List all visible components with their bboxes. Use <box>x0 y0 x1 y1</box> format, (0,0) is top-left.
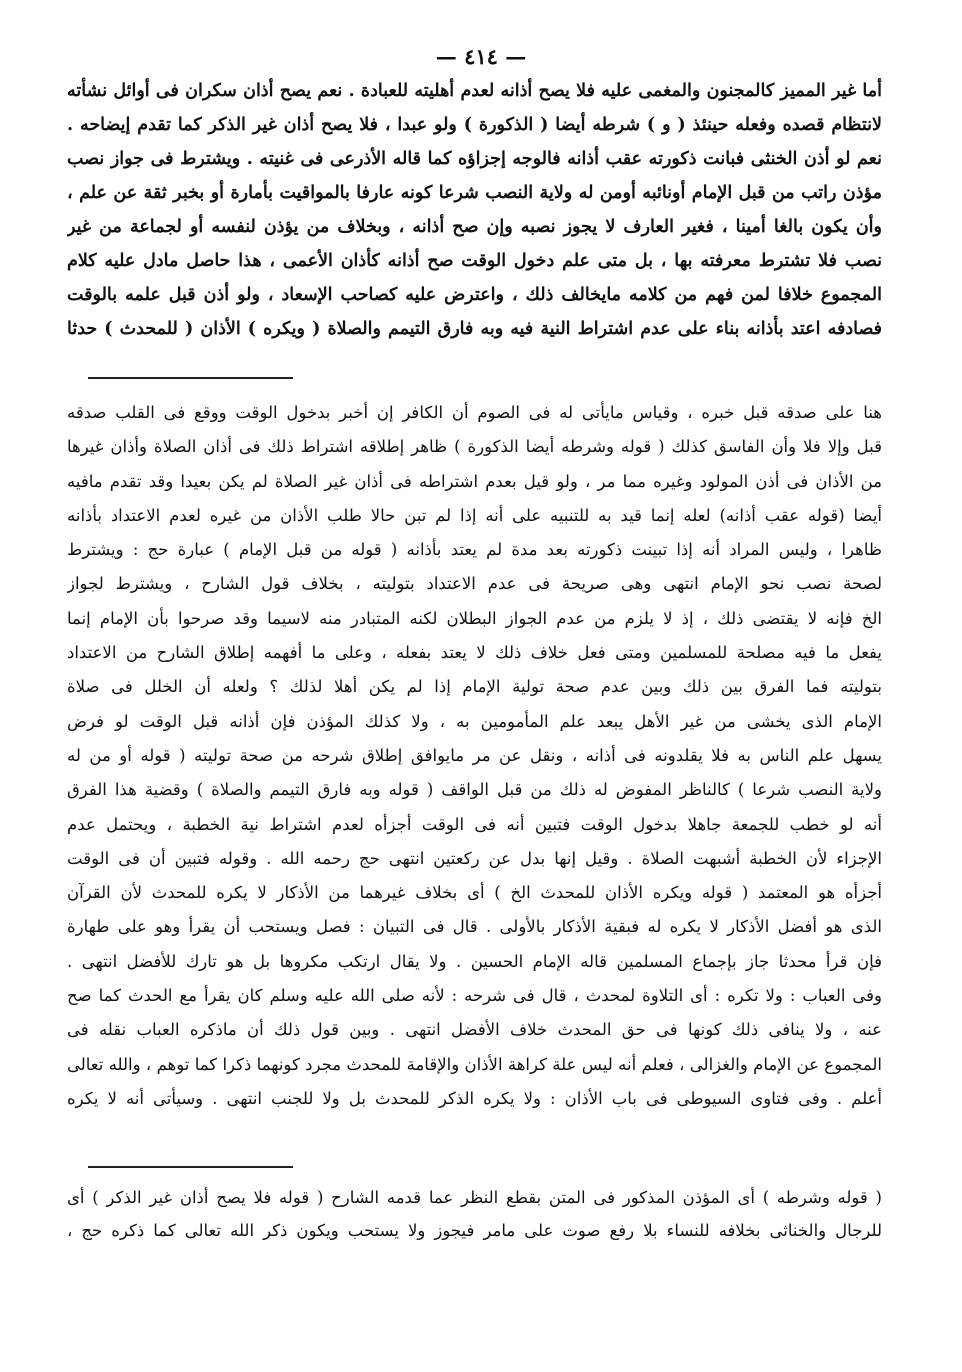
commentary-line: ولاية النصب شرعا ) كالناظر المفوض له ذلك من قبل الواقف ( قوله وبه فارق التيمم والصلاة ) وقضية هذا الفرق <box>67 780 882 800</box>
main-text-line: نصب فلا تشترط معرفته بها ، بل متى علم دخول الوقت صح أذانه كأذان الأعمى ، هذا حاصل مادل عليه كلام <box>67 251 882 271</box>
commentary-line: عنه ، ولا ينافى ذلك كونها فى حق المحدث خلاف الأفضل انتهى . وبين قول ذلك أن ماذكره العباب نقله فى <box>67 1020 882 1040</box>
commentary-line: أعلم . وفى فتاوى السيوطى فى باب الأذان : ولا يكره الذكر للمحدث بل ولا للجنب انتهى . وسيأتى أنه لا يكره <box>67 1088 882 1108</box>
commentary-line: هنا على صدقه قبل خبره ، وقياس مايأتى له فى الصوم أن الكافر إن أخبر بدخول الوقت ووقع فى القلب صدقه <box>67 403 882 422</box>
commentary-line: بتوليته فما الفرق بين ذلك وبين عدم صحة تولية الإمام إذا لم يكن أهلا لذلك ؟ ولعله أن الخلل فى صلاة <box>67 677 882 697</box>
footnote-text <box>67 1181 882 1247</box>
commentary-line: الخ فإنه لا يقتضى ذلك ، إذ لا يلزم من عدم الجواز البطلان لكنه المتبادر منه لاسيما وقد صرحوا بأن الإمام إنما <box>67 608 882 628</box>
main-text-line: المجموع خلافا لمن فهم من كلامه مايخالف ذلك ، واعترض عليه كصاحب الإسعاد ، ولو أذن قبل علمه بالوقت <box>67 285 882 305</box>
commentary-line: فإن قرأ محدثا جاز بإجماع المسلمين قاله الإمام الحسين . ولا يقال ارتكب مكروها بل هو تارك للأفضل انتهى . <box>67 951 882 971</box>
main-text <box>67 74 882 346</box>
commentary-line: وفى العباب : ولا تكره : أى التلاوة لمحدث ، قال فى شرحه : لأنه صلى الله عليه وسلم كان يقرأ مع الحدث كما صح <box>67 986 882 1006</box>
footnote-line: ( قوله وشرطه ) أى المؤذن المذكور فى المتن بقطع النظر عما قدمه الشارح ( قوله فلا يصح أذان غير الذكر ) أى <box>67 1188 882 1207</box>
main-text-line: فصادفه اعتد بأذانه بناء على عدم اشتراط النية فيه وبه فارق التيمم والصلاة ( ويكره ) الأذان ( للمحدث ) حدثا <box>67 319 882 339</box>
commentary-line: أجزأه هو المعتمد ( قوله ويكره الأذان للمحدث الخ ) أى بخلاف غيرهما من الأذكار لا يكره للمحدث لأن القرآن <box>67 883 882 903</box>
commentary-line: ظاهرا ، وليس المراد أنه إذا تبينت ذكورته بعد مدة لم يعتد بأذانه ( قوله من قبل الإمام ) عبارة حج : ويشترط <box>67 540 882 560</box>
main-text-line: لانتظام قصده وفعله حينئذ ( و ) شرطه أيضا ( الذكورة ) ولو عبدا ، فلا يصح أذان غير الذكر كما تقدم إيضاحه . <box>67 115 882 135</box>
page-number: — ٤١٤ — <box>435 44 527 69</box>
commentary-text <box>67 396 882 1116</box>
main-text-line: مؤذن راتب من قبل الإمام أونائبه أومن له ولاية النصب شرعا كونه عارفا بالمواقيت بأمارة أو بخبر ثقة عن علم ، <box>67 183 882 203</box>
section-divider <box>88 1166 293 1168</box>
section-divider <box>88 377 293 379</box>
commentary-line: يفعل ما فيه مصلحة للمسلمين ومتى فعل خلاف ذلك لا يعتد بفعله ، وعلى ما أفهمه إطلاق الشارح من الاعتداد <box>67 643 882 663</box>
main-text-line: وأن يكون بالغا أمينا ، فغير العارف لا يجوز نصبه وإن صح أذانه ، وبخلاف من يؤذن لنفسه أو لجماعة من غير <box>67 217 882 237</box>
commentary-line: قبل وإلا فلا وأن الفاسق كذلك ( قوله وشرطه أيضا الذكورة ) ظاهر إطلاقه اشتراط ذلك فى أذان الصلاة وأذان غيرها <box>67 437 882 457</box>
commentary-line: الإجزاء لأن الخطبة أشبهت الصلاة . وقيل إنها بدل عن ركعتين انتهى حج رحمه الله . وقوله فتبين أن فى الوقت <box>67 848 882 868</box>
footnote-line: للرجال والخناثى بخلافه للنساء بلا رفع صوت على مامر فيجوز ولا يستحب ويكون ذكر الله تعالى كما ذكره حج ، <box>67 1221 882 1240</box>
commentary-line: لصحة نصب نحو الإمام انتهى وهى صريحة فى عدم الاعتداد بتوليته ، بخلاف قول الشارح ، ويشترط لجواز <box>67 574 882 594</box>
commentary-line: المجموع عن الإمام والغزالى ، فعلم أنه ليس علة كراهة الأذان والإقامة للمحدث مجرد كونهما ذكرا كما توهم ، والله تعالى <box>67 1054 882 1074</box>
commentary-line: من الأذان فى أذن المولود وغيره مما مر ، ولو قيل بعدم اشتراطه فى أذان غير الصلاة لم يكن بعيدا وقد تقدم مافيه <box>67 471 882 491</box>
main-text-line: نعم لو أذن الخنثى فبانت ذكورته عقب أذانه فالوجه إجزاؤه كما قاله الأذرعى فى غنيته . ويشترط فى جواز نصب <box>67 149 882 169</box>
commentary-line: الإمام الذى يخشى من غير الأهل يبعد علم المأمومين به ، ولا كذلك المؤذن فإن أذانه قبل الوقت لو فرض <box>67 711 882 731</box>
main-text-line: أما غير المميز كالمجنون والمغمى عليه فلا يصح أذانه لعدم أهليته للعبادة . نعم يصح أذان سكران فى أوائل نشأته <box>67 81 882 101</box>
commentary-line: أيضا (قوله عقب أذانه) لعله إنما قيد به للتنبيه على أنه إذا لم تبن حالا طلب الأذان من غيره لعدم الاعتداد بأذانه <box>67 505 882 525</box>
commentary-line: أنه لو خطب للجمعة جاهلا بدخول الوقت فتبين أنه فى الوقت أجزأه لعدم اشتراط نية الخطبة ، ويحتمل عدم <box>67 814 882 834</box>
commentary-line: يسهل علم الناس به فلا يقلدونه فى أذانه ، ونقل عن مر مايوافق إطلاق شرحه من صحة توليته ( قوله أو من له <box>67 745 882 765</box>
commentary-line: الذى هو أفضل الأذكار لا يكره له فبقية الأذكار بالأولى . قال فى التبيان : فصل ويستحب أن يقرأ وهو على طهارة <box>67 917 882 937</box>
